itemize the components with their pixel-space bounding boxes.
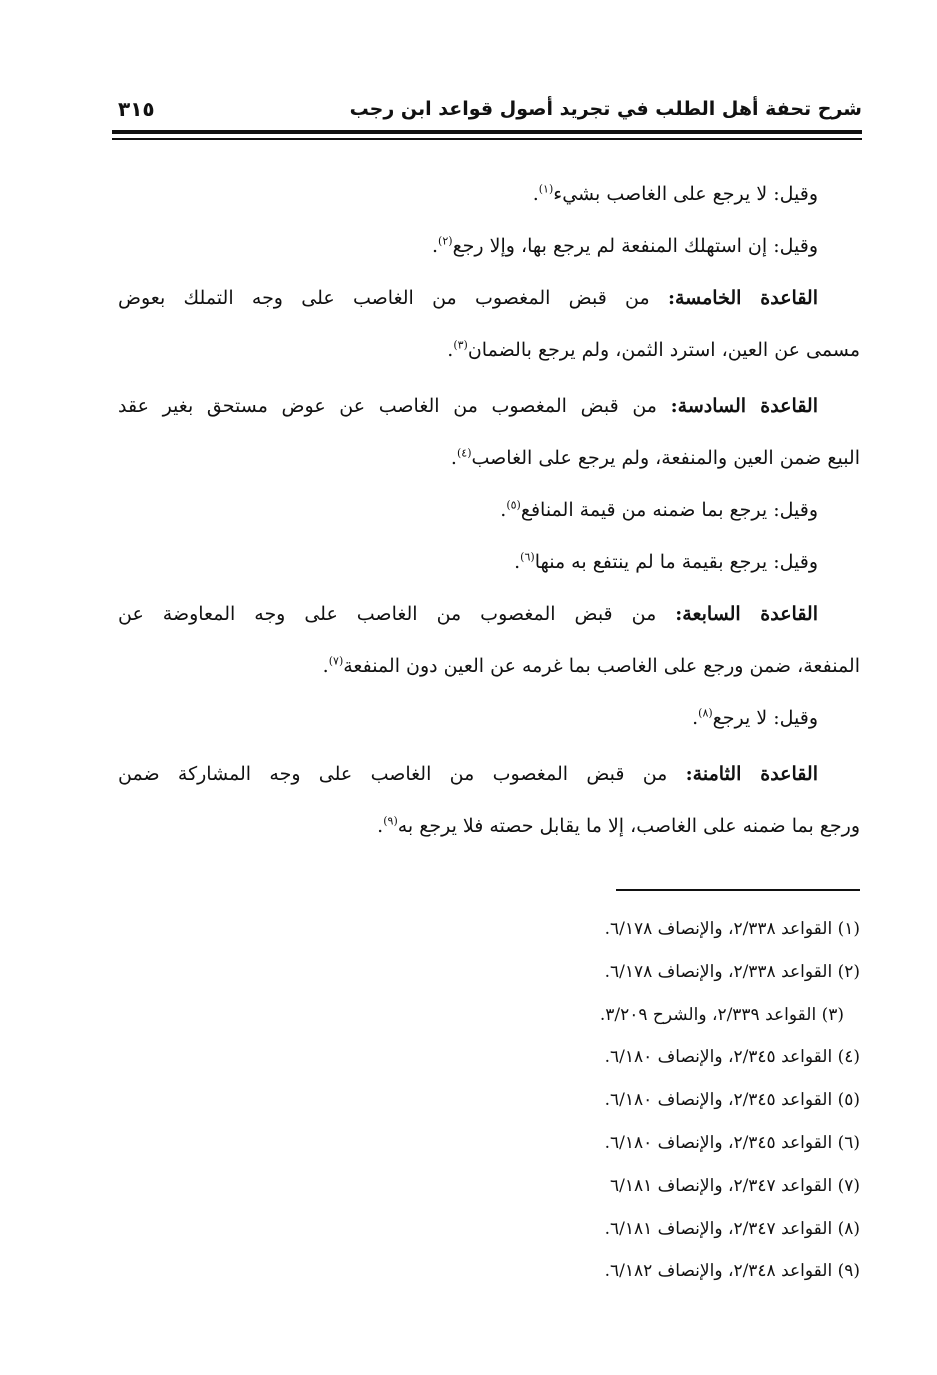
footnote: (٨) القواعد ٢/٣٤٧، والإنصاف ٦/١٨١. bbox=[604, 1218, 860, 1239]
running-header bbox=[112, 92, 862, 126]
footnote: (٧) القواعد ٢/٣٤٧، والإنصاف ٦/١٨١ bbox=[609, 1175, 860, 1196]
line-text: وقيل: إن استهلك المنفعة لم يرجع بها، وإلا رجع bbox=[452, 235, 818, 257]
text-line bbox=[118, 432, 860, 484]
text-line bbox=[118, 588, 860, 640]
text-line bbox=[118, 800, 860, 852]
line-end: . bbox=[514, 551, 521, 573]
line-end: . bbox=[532, 183, 539, 205]
header-rule-thick bbox=[112, 130, 862, 134]
line-end: . bbox=[432, 235, 439, 257]
text-line bbox=[118, 272, 860, 324]
rule-label: القاعدة السادسة: bbox=[670, 395, 818, 417]
line-text: وقيل: يرجع بما ضمنه من قيمة المنافع bbox=[520, 499, 818, 521]
text-line bbox=[118, 536, 860, 588]
line-text: ورجع بما ضمنه على الغاصب، إلا ما يقابل حصته فلا يرجع به bbox=[397, 815, 860, 837]
footnote: (٥) القواعد ٢/٣٤٥، والإنصاف ٦/١٨٠. bbox=[604, 1090, 860, 1111]
footnotes bbox=[360, 908, 860, 1293]
line-text: من قبض المغصوب من الغاصب على وجه التملك بعوض bbox=[118, 287, 668, 309]
line-end: . bbox=[322, 655, 329, 677]
line-end: . bbox=[500, 499, 507, 521]
footnote: (١) القواعد ٢/٣٣٨، والإنصاف ٦/١٧٨. bbox=[604, 919, 860, 939]
footnote-ref: (٢) bbox=[438, 234, 453, 248]
line-text: من قبض المغصوب من الغاصب على وجه المشاركة ضمن bbox=[118, 763, 686, 785]
footnote-ref: (٣) bbox=[453, 338, 468, 352]
main-text bbox=[118, 168, 860, 852]
footnote-ref: (٩) bbox=[383, 814, 398, 828]
line-end: . bbox=[447, 339, 454, 361]
footnote-separator bbox=[616, 889, 860, 891]
text-line bbox=[118, 692, 860, 744]
line-text: وقيل: لا يرجع bbox=[712, 707, 818, 729]
footnote: (٣) القواعد ٢/٣٣٩، والشرح ٣/٢٠٩. bbox=[599, 1004, 844, 1025]
line-text: من قبض المغصوب من الغاصب عن عوض مستحق بغير عقد bbox=[118, 395, 671, 417]
line-text: مسمى عن العين، استرد الثمن، ولم يرجع بالضمان bbox=[467, 339, 860, 361]
footnote-ref: (٤) bbox=[456, 446, 472, 460]
text-line bbox=[118, 168, 860, 220]
page-number: ٣١٥ bbox=[118, 97, 155, 121]
text-line bbox=[118, 220, 860, 272]
text-line bbox=[118, 484, 860, 536]
footnote: (٤) القواعد ٢/٣٤٥، والإنصاف ٦/١٨٠. bbox=[604, 1047, 860, 1068]
footnote: (٢) القواعد ٢/٣٣٨، والإنصاف ٦/١٧٨. bbox=[604, 961, 860, 982]
text-line bbox=[118, 380, 860, 432]
line-end: . bbox=[692, 707, 699, 729]
footnote-ref: (٨) bbox=[698, 706, 713, 720]
text-line bbox=[118, 324, 860, 376]
line-end: . bbox=[377, 815, 384, 837]
text-line bbox=[118, 640, 860, 692]
footnote-ref: (١) bbox=[538, 182, 554, 196]
header-rule-thin bbox=[112, 138, 862, 140]
footnote-ref: (٥) bbox=[506, 498, 521, 512]
line-text: المنفعة، ضمن ورجع على الغاصب بما غرمه عن العين دون المنفعة bbox=[343, 655, 860, 677]
rule-label: القاعدة الخامسة: bbox=[667, 287, 819, 309]
text-line bbox=[118, 748, 860, 800]
line-text: وقيل: يرجع بقيمة ما لم ينتفع به منها bbox=[534, 551, 818, 573]
line-text: وقيل: لا يرجع على الغاصب بشيء bbox=[553, 183, 818, 205]
rule-label: القاعدة الثامنة: bbox=[685, 763, 818, 785]
rule-label: القاعدة السابعة: bbox=[675, 603, 818, 625]
line-text: البيع ضمن العين والمنفعة، ولم يرجع على الغاصب bbox=[471, 447, 860, 469]
header-title: شرح تحفة أهل الطلب في تجريد أصول قواعد ابن رجب bbox=[349, 98, 862, 120]
line-text: من قبض المغصوب من الغاصب على وجه المعاوضة عن bbox=[118, 603, 676, 625]
footnote-ref: (٧) bbox=[328, 654, 344, 668]
line-end: . bbox=[450, 447, 457, 469]
footnote: (٩) القواعد ٢/٣٤٨، والإنصاف ٦/١٨٢. bbox=[604, 1261, 860, 1282]
footnote-ref: (٦) bbox=[520, 550, 535, 564]
footnote: (٦) القواعد ٢/٣٤٥، والإنصاف ٦/١٨٠. bbox=[604, 1132, 860, 1153]
